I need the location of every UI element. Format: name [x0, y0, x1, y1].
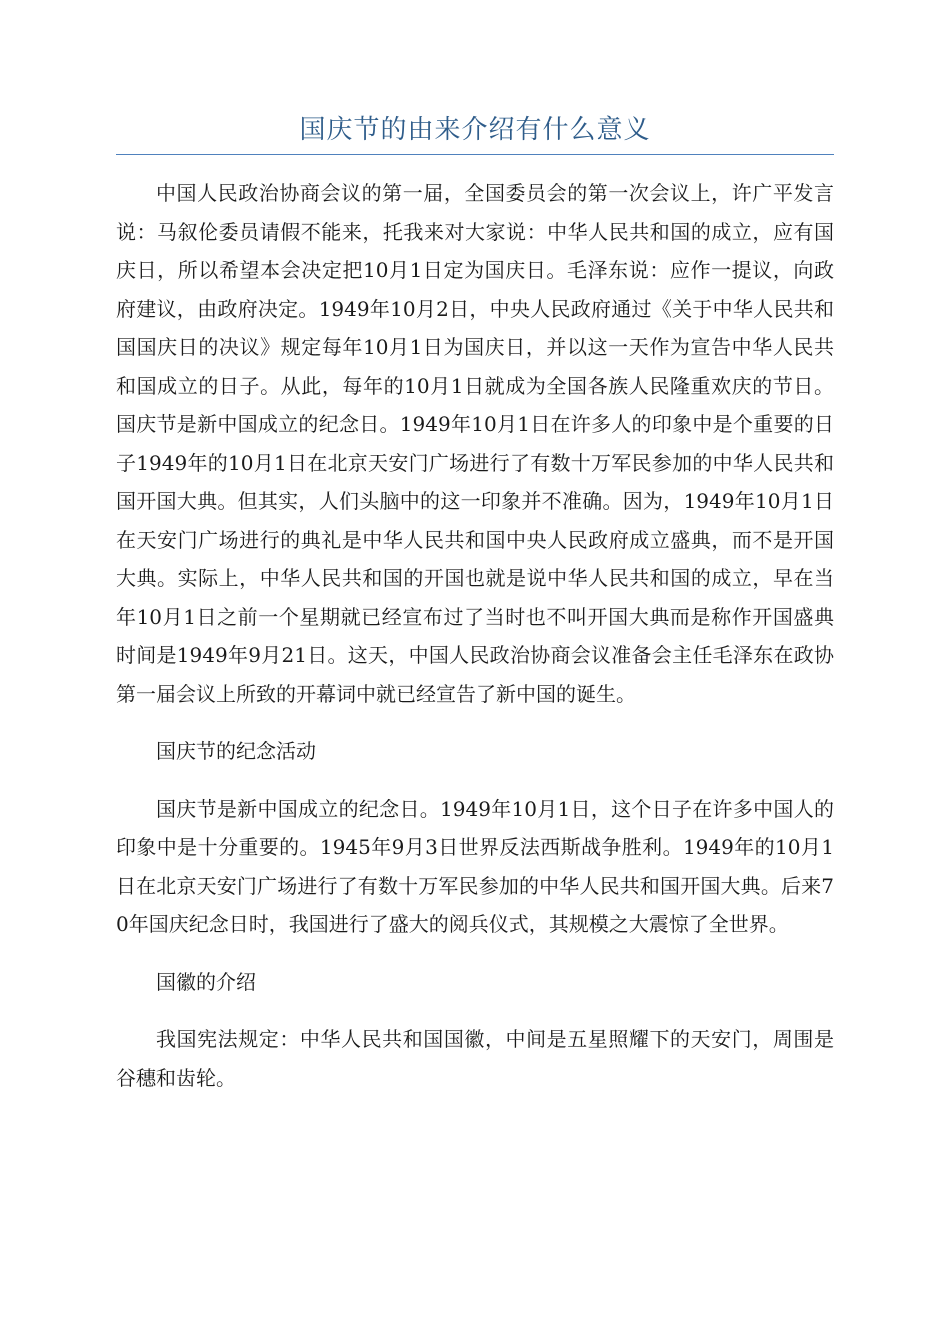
section-heading-emblem: 国徽的介绍	[156, 969, 256, 994]
document-body	[116, 174, 834, 1116]
title-underline	[116, 154, 834, 155]
section-heading-activities: 国庆节的纪念活动	[156, 739, 316, 763]
document-title: 国庆节的由来介绍有什么意义	[299, 115, 651, 145]
paragraph-activities: 国庆节是新中国成立的纪念日。1949年10月1日，这个日子在许多中国人的印象中是十分重要的。1945年9月3日世界反法西斯战争胜利。1949年的10月1日在北京天安门广场进行了有数十万军民参加的中华人民共和国开国大典。后来70年国庆纪念日时，我国进行了盛大的阅兵仪式，其规模之大震惊了全世界。	[116, 796, 834, 936]
paragraph-emblem: 我国宪法规定：中华人民共和国国徽，中间是五星照耀下的天安门，周围是谷穗和齿轮。	[116, 1027, 834, 1090]
paragraph-origin: 中国人民政治协商会议的第一届，全国委员会的第一次会议上，许广平发言说：马叙伦委员请假不能来，托我来对大家说：中华人民共和国的成立，应有国庆日，所以希望本会决定把10月1日定为国庆日。毛泽东说：应作一提议，向政府建议，由政府决定。1949年10月2日，中央人民政府通过《关于中华人民共和国国庆日的决议》规定每年10月1日为国庆日，并以这一天作为宣告中华人民共和国成立的日子。从此，每年的10月1日就成为全国各族人民隆重欢庆的节日。国庆节是新中国成立的纪念日。1949年10月1日在许多人的印象中是个重要的日子1949年的10月1日在北京天安门广场进行了有数十万军民参加的中华人民共和国开国大典。但其实，人们头脑中的这一印象并不准确。因为，1949年10月1日在天安门广场进行的典礼是中华人民共和国中央人民政府成立盛典，而不是开国大典。实际上，中华人民共和国的开国也就是说中华人民共和国的成立，早在当年10月1日之前一个星期就已经宣布过了当时也不叫开国大典而是称作开国盛典时间是1949年9月21日。这天，中国人民政治协商会议准备会主任毛泽东在政协第一届会议上所致的开幕词中就已经宣告了新中国的诞生。	[116, 181, 834, 706]
